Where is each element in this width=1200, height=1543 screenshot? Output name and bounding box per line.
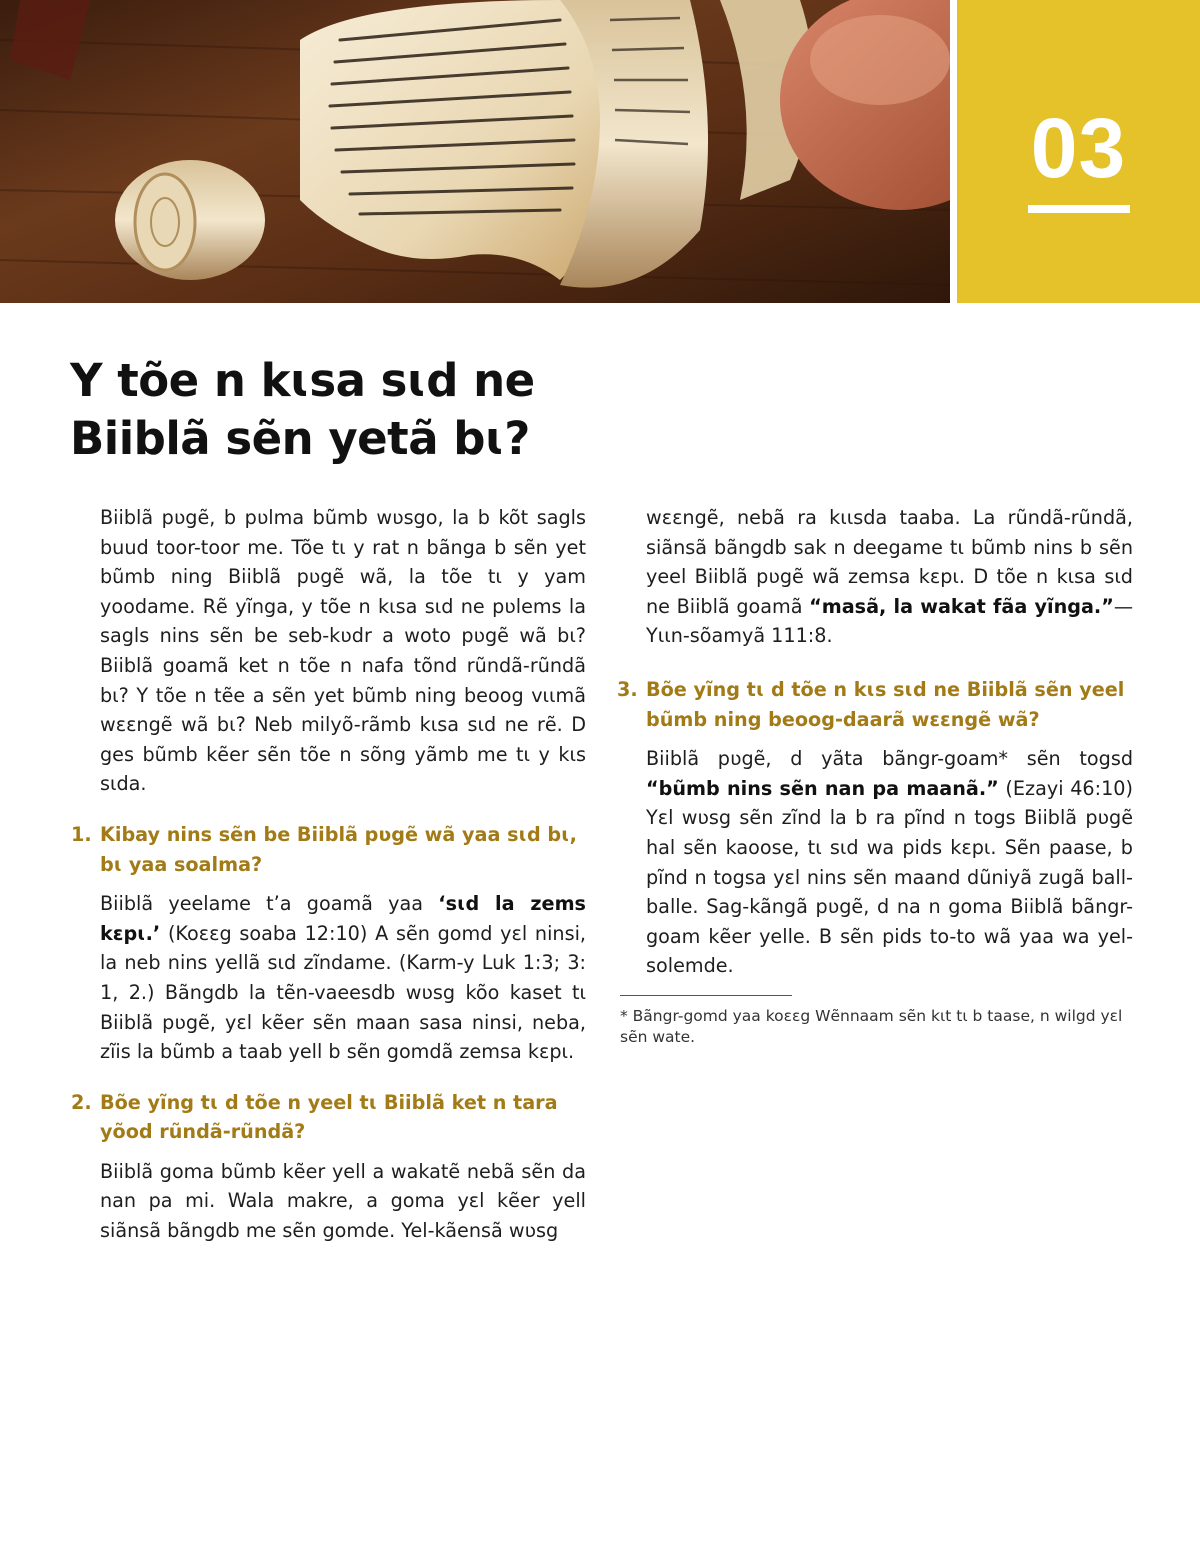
page-title (70, 352, 630, 468)
question-3-heading (617, 675, 1133, 734)
answer-2-reference: —Yɩɩn-sõamyã 111:8. (646, 594, 1134, 648)
answer-1-text-c: (Koɛɛg soaba 12:10) A sẽn gomd yɛl ninsi, la neb nins yellã sɩd zĩndame. (Karm-y Luk 1:3; 3: 1, 2.) Bãngdb la tẽn-vaeesdb wʋsg kõo kaset tɩ Biiblã pʋgẽ, yɛl kẽer sẽn maan sasa ninsi, neba, zĩis la bũmb a taab yell b sẽn gomdã zemsa kɛpɩ. (100, 921, 586, 1064)
answer-1-paragraph (100, 889, 586, 1067)
lesson-number-underline (1028, 205, 1130, 213)
right-column (617, 503, 1134, 1048)
question-3-text: Bõe yĩng tɩ d tõe n kɩs sɩd ne Biiblã sẽn yeel bũmb ning beoog-daarã wɛɛngẽ wã? (646, 677, 1125, 731)
left-column (71, 503, 586, 1246)
lesson-number: 03 (1030, 101, 1127, 195)
answer-3-paragraph (646, 744, 1133, 981)
answer-2-paragraph-end: wɛɛngẽ, nebã ra kɩɩsda taaba. La rũndã-rũndã, siãnsã bãngdb sak n deegame tɩ bũmb nins b sẽn yeel Biiblã pʋgẽ wã zemsa kɛpɩ. D tõe n kɩsa sɩd ne Biiblã goamã “masã, la wakat fãa yĩnga.”—Yɩɩn-sõamyã 111:8. (646, 506, 1134, 648)
title-line-1: Y tõe n kɩsa sɩd ne (70, 354, 535, 407)
answer-3-text-c: (Ezayi 46:10) Yɛl wʋsg sẽn zĩnd la b ra pĩnd n togs Biiblã pʋgẽ hal sẽn kaoose, tɩ sɩd wa pids kɛpɩ. Sẽn paase, b pĩnd n togsa yɛl nins sẽn maand dũniyã zugã ball-balle. Sag-kãngã pʋgẽ, d na n goma Biiblã bãngr-goam kẽer yelle. B sẽn pids to-to wã yaa wa yel-solemde. (646, 776, 1133, 978)
question-1-heading (71, 820, 586, 879)
question-3-number: 3. (617, 677, 638, 701)
footnote-divider (620, 995, 792, 996)
answer-2-paragraph-start: Biiblã goma bũmb kẽer yell a wakatẽ nebã sẽn da nan pa mi. Wala makre, a goma yɛl kẽer yell siãnsã bãngdb me sẽn gomde. Yel-kãensã wʋsg (100, 1159, 586, 1243)
question-2-text: Bõe yĩng tɩ d tõe n yeel tɩ Biiblã ket n tara yõod rũndã-rũndã? (100, 1090, 558, 1144)
hero-image-scrolls (0, 0, 950, 303)
scrolls-illustration (0, 0, 950, 303)
question-2-number: 2. (71, 1090, 92, 1114)
question-2-heading (71, 1088, 586, 1147)
lesson-number-tab (957, 0, 1200, 303)
question-1-text: Kibay nins sẽn be Biiblã pʋgẽ wã yaa sɩd bɩ, bɩ yaa soalma? (100, 822, 577, 876)
intro-paragraph: Biiblã pʋgẽ, b pʋlma bũmb wʋsgo, la b kõt sagls buud toor-toor me. Tõe tɩ y rat n bãnga b sẽn yet bũmb ning Biiblã pʋgẽ wã, la tõe tɩ y yam yoodame. Rẽ yĩnga, y tõe n kɩsa sɩd ne pʋlems la sagls nins sẽn be seb-kʋdr a woto pʋgẽ wã bɩ? Biiblã goamã ket n tõe n nafa tõnd rũndã-rũndã bɩ? Y tõe n tẽe a sẽn yet bũmb ning beoog vɩɩmã wɛɛngẽ wã bɩ? Neb milyõ-rãmb kɩsa sɩd ne rẽ. D ges bũmb kẽer sẽn tõe n sõng yãmb me tɩ y kɩs sɩda. (100, 506, 586, 796)
answer-1-text-a: Biiblã yeelame t’a goamã yaa (100, 892, 439, 916)
title-line-2: Biiblã sẽn yetã bɩ? (70, 412, 530, 465)
question-1-number: 1. (71, 822, 92, 846)
answer-1-quote: ‘sɩd la zems kɛpɩ.’ (100, 892, 586, 945)
answer-3-text-a: Biiblã pʋgẽ, d yãta bãngr-goam* sẽn togsd (646, 747, 1133, 771)
answer-3-quote: “bũmb nins sẽn nan pa maanã.” (646, 776, 999, 800)
footnote: * Bãngr-gomd yaa koɛɛg Wẽnnaam sẽn kɩt tɩ b taase, n wilgd yɛl sẽn wate. (620, 1006, 1123, 1046)
answer-2-quote: “masã, la wakat fãa yĩnga.” (809, 594, 1114, 618)
